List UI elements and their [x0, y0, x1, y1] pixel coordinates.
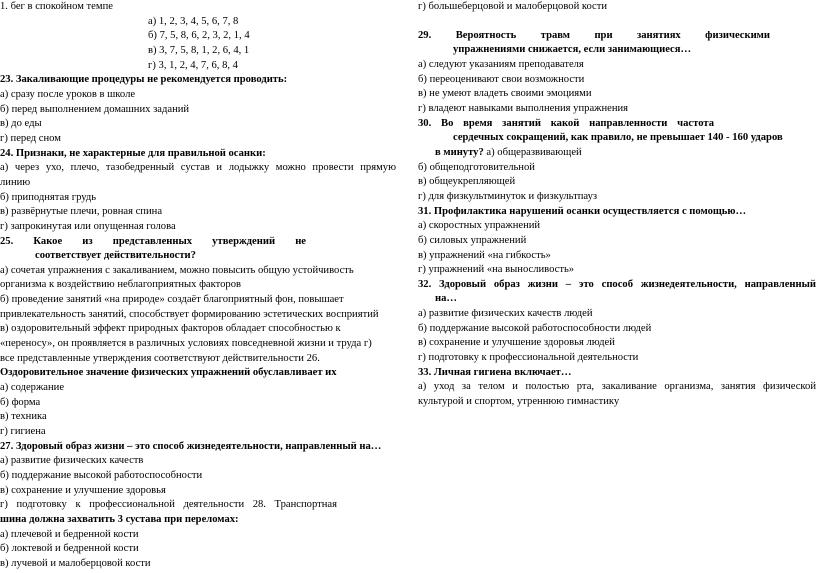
left-text-line: организма к воздействию неблагоприятных факторов	[0, 279, 242, 291]
right-text-line: г) для физкультминуток и физкультпауз	[418, 190, 598, 202]
left-text-line: «переносу», он проявляется в различных условиях повседневной жизни и труда г)	[0, 338, 372, 350]
right-text-line: на…	[435, 293, 457, 305]
right-text-line: а) уход за телом и полостью рта, закаливание организма, занятия физической	[418, 381, 816, 393]
left-text-line: Оздоровительное значение физических упражнений обуславливает их	[0, 367, 337, 379]
right-text-line: сердечных сокращений, как правило, не превышает 140 - 160 ударов	[453, 132, 783, 144]
left-text-line: б) форма	[0, 396, 41, 408]
left-text-line: г) запрокинутая или опущенная голова	[0, 220, 176, 232]
right-text-line: культурой и спортом, утреннюю гимнастику	[418, 396, 620, 408]
right-text-line: 29. Вероятность травм при занятиях физическими	[418, 29, 770, 41]
left-text-line: а) через ухо, плечо, тазобедренный сустав и лодыжку можно провести прямую	[0, 162, 396, 174]
left-text-line: б) 7, 5, 8, 6, 2, 3, 2, 1, 4	[148, 30, 250, 42]
left-text-line: а) сочетая упражнения с закаливанием, можно повысить общую устойчивость	[0, 264, 354, 276]
right-column	[418, 0, 816, 410]
right-text-line	[418, 15, 816, 29]
left-text-line: г) перед сном	[0, 132, 61, 144]
left-text-line: 1. бег в спокойном темпе	[0, 1, 113, 12]
left-text-line: а) сразу после уроков в школе	[0, 88, 136, 100]
left-text-line: шина должна захватить 3 сустава при переломах:	[0, 513, 239, 525]
right-text-line: 33. Личная гигиена включает…	[418, 366, 572, 378]
right-text-line: а) развитие физических качеств людей	[418, 308, 593, 320]
left-text-line: б) проведение занятий «на природе» создаёт благоприятный фон, повышает	[0, 294, 344, 306]
right-text-line: б) поддержание высокой работоспособности людей	[418, 322, 652, 334]
right-text-line: в минуту? а) общеразвивающей	[435, 146, 582, 158]
left-text-line: б) поддержание высокой работоспособности	[0, 470, 203, 481]
right-text-line: г) упражнений «на выносливость»	[418, 264, 575, 276]
left-text-line: а) 1, 2, 3, 4, 5, 6, 7, 8	[148, 15, 239, 27]
left-text-line: в) развёрнутые плечи, ровная спина	[0, 206, 163, 218]
left-text-line: б) приподнятая грудь	[0, 191, 97, 203]
right-text-line: а) скоростных упражнений	[418, 220, 541, 232]
left-text-line: г) 3, 1, 2, 4, 7, 6, 8, 4	[148, 59, 238, 71]
left-text-line: а) плечевой и бедренной кости	[0, 528, 139, 540]
right-text-line: а) следуют указаниям преподавателя	[418, 58, 584, 70]
left-text-line: в) техника	[0, 411, 47, 423]
left-text-line: 25. Какое из представленных утверждений не	[0, 235, 306, 247]
left-text-line: 24. Признаки, не характерные для правильной осанки:	[0, 147, 266, 159]
left-text-line: 27. Здоровый образ жизни – это способ жизнедеятельности, направленный на…	[0, 440, 382, 452]
left-column	[0, 0, 396, 572]
right-text-line: б) переоценивают свои возможности	[418, 73, 585, 85]
left-text-line: б) локтевой и бедренной кости	[0, 543, 139, 555]
left-text-line: г) гигиена	[0, 426, 46, 438]
right-text-line: г) владеют навыками выполнения упражнения	[418, 102, 629, 114]
left-text-line: линию	[0, 176, 31, 188]
right-text-line: г) подготовку к профессиональной деятельности	[418, 352, 639, 364]
left-text-line: а) развитие физических качеств	[0, 455, 144, 467]
right-text-line: б) общеподготовительной	[418, 161, 535, 173]
left-text-line: 23. Закаливающие процедуры не рекомендуется проводить:	[0, 74, 288, 86]
left-text-line: в) сохранение и улучшение здоровья	[0, 484, 166, 496]
left-text-line: в) оздоровительный эффект природных факторов обладает способностью к	[0, 323, 341, 335]
right-text-line: 32. Здоровый образ жизни – это способ жизнедеятельности, направленный	[418, 278, 816, 290]
left-text-line: в) лучевой и малоберцовой кости	[0, 557, 151, 569]
right-text-line: в) не умеют владеть своими эмоциями	[418, 88, 592, 100]
left-text-line: в) 3, 7, 5, 8, 1, 2, 6, 4, 1	[148, 44, 250, 56]
right-text-line: упражнениями снижается, если занимающиеся…	[453, 44, 692, 56]
right-text-line: 30. Во время занятий какой направленности частота	[418, 117, 714, 129]
left-text-line: г) подготовку к профессиональной деятельности 28. Транспортная	[0, 499, 337, 511]
left-text-line: привлекательность занятий, способствует формированию эстетических восприятий	[0, 308, 379, 320]
right-text-line: г) большеберцовой и малоберцовой кости	[418, 1, 608, 12]
right-text-line: в) упражнений «на гибкость»	[418, 249, 551, 261]
left-text-line: все представленные утверждения соответствуют действительности 26.	[0, 352, 320, 364]
right-text-line: в) общеукрепляющей	[418, 176, 516, 188]
right-text-line: 31. Профилактика нарушений осанки осуществляется с помощью…	[418, 205, 747, 217]
left-text-line: б) перед выполнением домашних заданий	[0, 103, 190, 115]
left-text-line: соответствует действительности?	[35, 250, 196, 262]
left-text-line: в) до еды	[0, 118, 42, 130]
right-text-line: в) сохранение и улучшение здоровья людей	[418, 337, 615, 349]
left-text-line: а) содержание	[0, 382, 65, 394]
right-text-line: б) силовых упражнений	[418, 234, 527, 246]
